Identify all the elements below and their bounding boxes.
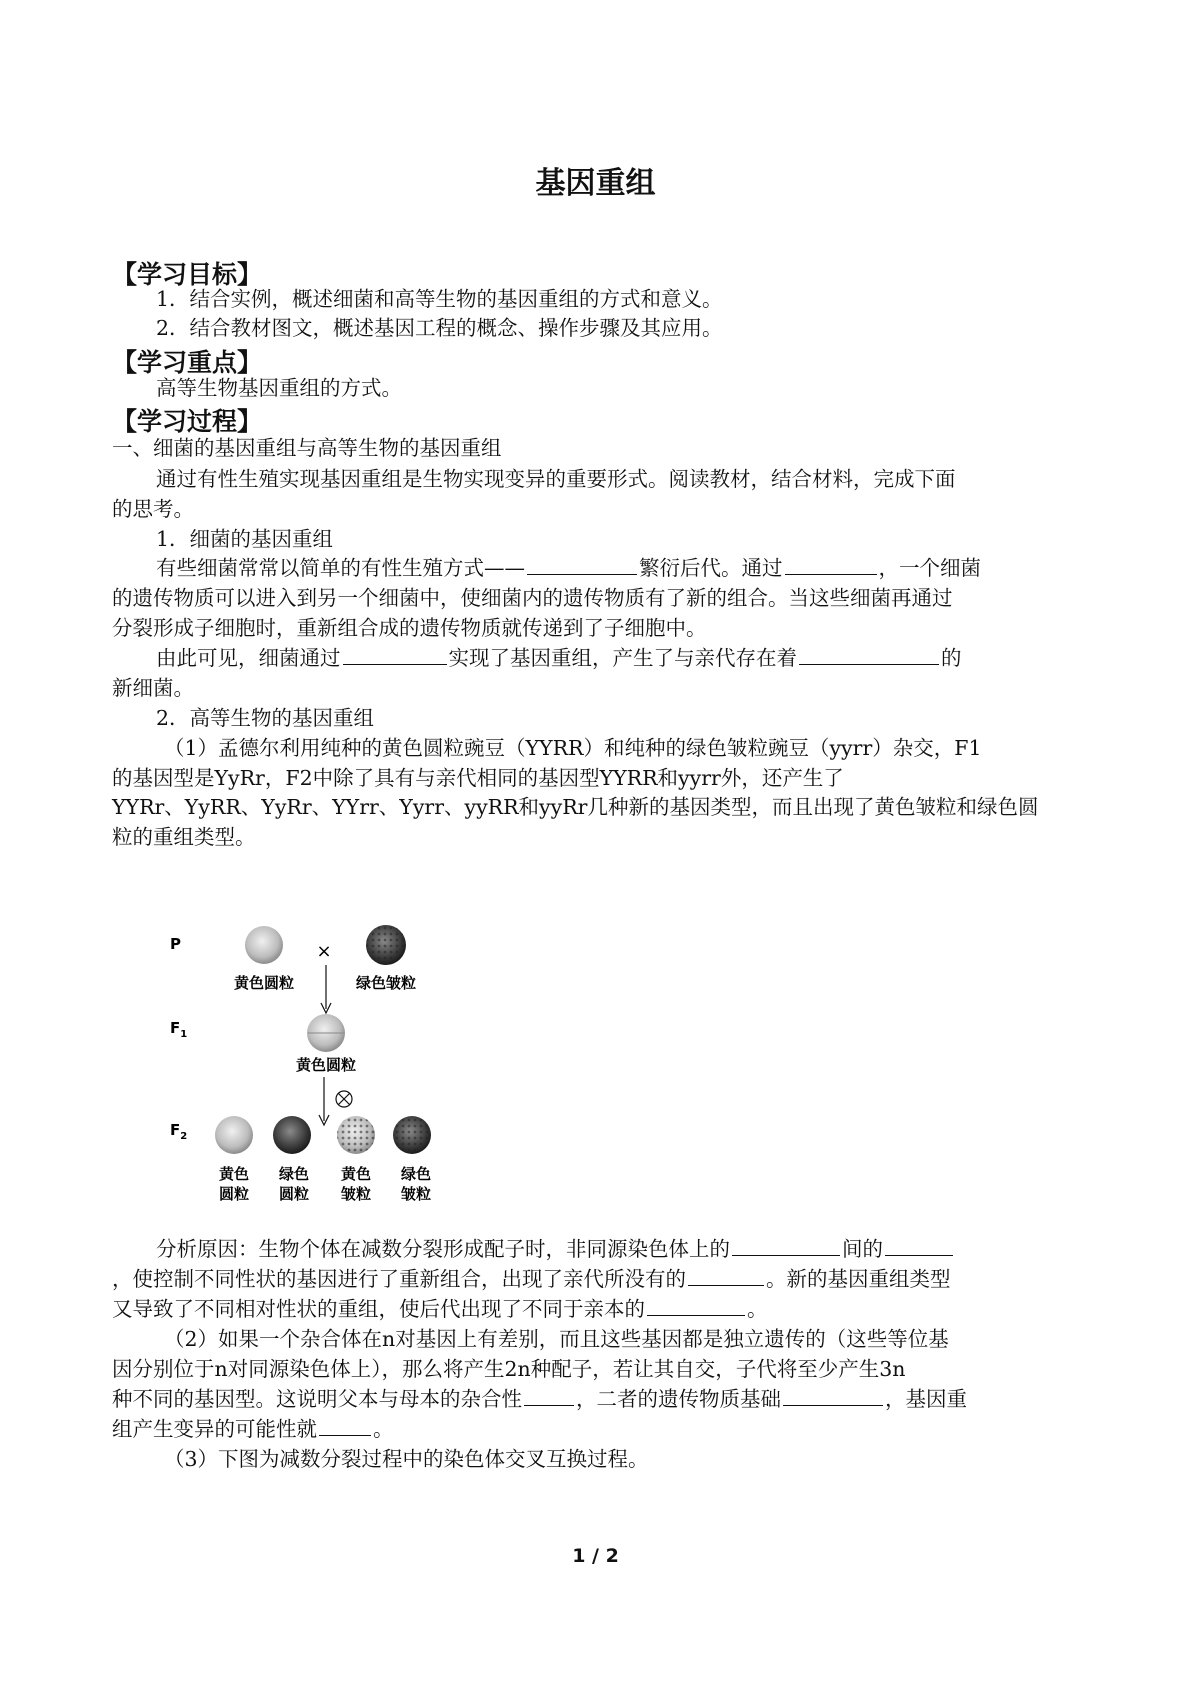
answer-blank[interactable] <box>524 1387 574 1406</box>
pea-label: 黄色圆粒 <box>233 974 295 992</box>
answer-blank[interactable] <box>527 556 637 575</box>
paragraph-line: 的思考。 <box>112 497 194 521</box>
pea-label: 皱粒 <box>340 1185 372 1203</box>
pea-label: 圆粒 <box>218 1185 250 1203</box>
paragraph-line: 由此可见，细菌通过 实现了基因重组，产生了与亲代存在着 的 <box>156 646 962 670</box>
answer-blank[interactable] <box>783 1387 883 1406</box>
pea-green-round <box>273 1116 311 1154</box>
pea-yellow-round <box>245 926 283 964</box>
answer-blank[interactable] <box>885 1237 953 1256</box>
page-title: 基因重组 <box>535 166 656 201</box>
page-number: 1 / 2 <box>572 1545 619 1567</box>
gen-label-f1: $F_1$ <box>170 1019 188 1040</box>
paragraph-line: 又导致了不同相对性状的重组，使后代出现了不同于亲本的 。 <box>112 1297 768 1321</box>
paragraph-line: 组产生变异的可能性就 。 <box>112 1417 394 1441</box>
paragraph-line: 的基因型是YyRr，F2中除了具有与亲代相同的基因型YYRR和yyrr外，还产生了 <box>112 766 844 790</box>
answer-blank[interactable] <box>688 1267 764 1286</box>
paragraph-line: YYRr、YyRR、YyRr、YYrr、Yyrr、yyRR和yyRr几种新的基因类型，而且出现了黄色皱粒和绿色圆 <box>112 795 1039 819</box>
paragraph-line: 分裂形成子细胞时，重新组合成的遗传物质就传递到了子细胞中。 <box>112 616 707 640</box>
paragraph-line: （1）孟德尔利用纯种的黄色圆粒豌豆（YYRR）和纯种的绿色皱粒豌豆（yyrr）杂交，F1 <box>164 736 982 760</box>
pea-cross-figure <box>160 925 480 1225</box>
answer-blank[interactable] <box>732 1237 840 1256</box>
gen-label-f2: $F_2$ <box>170 1121 188 1142</box>
answer-blank[interactable] <box>343 646 447 665</box>
paragraph-line: 有些细菌常常以简单的有性生殖方式—— 繁衍后代。通过 ，一个细菌 <box>156 556 981 580</box>
sub2-title: 2．高等生物的基因重组 <box>156 706 375 730</box>
pea-label: 绿色 <box>400 1165 432 1183</box>
pea-yellow-round <box>215 1116 253 1154</box>
paragraph-line: 通过有性生殖实现基因重组是生物实现变异的重要形式。阅读教材，结合材料，完成下面 <box>156 467 956 491</box>
cross-symbol: × <box>316 941 332 962</box>
goal-item: 1．结合实例，概述细菌和高等生物的基因重组的方式和意义。 <box>156 287 723 311</box>
paragraph-line: 新细菌。 <box>112 676 194 700</box>
paragraph-line: （3）下图为减数分裂过程中的染色体交叉互换过程。 <box>164 1447 649 1471</box>
heading-focus: 【学习重点】 <box>112 348 263 377</box>
pea-label: 绿色皱粒 <box>355 974 417 992</box>
pea-texture <box>393 1116 431 1154</box>
focus-text: 高等生物基因重组的方式。 <box>156 376 402 400</box>
paragraph-line: （2）如果一个杂合体在n对基因上有差别，而且这些基因都是独立遗传的（这些等位基 <box>164 1327 949 1351</box>
pea-label: 圆粒 <box>278 1185 310 1203</box>
part1-title: 一、细菌的基因重组与高等生物的基因重组 <box>112 436 502 460</box>
paragraph-line: 的遗传物质可以进入到另一个细菌中，使细菌内的遗传物质有了新的组合。当这些细菌再通过 <box>112 586 953 610</box>
pea-label: 黄色圆粒 <box>295 1056 357 1074</box>
pea-label: 绿色 <box>278 1165 310 1183</box>
pea-texture <box>366 925 406 965</box>
answer-blank[interactable] <box>647 1297 745 1316</box>
answer-blank[interactable] <box>785 556 877 575</box>
sub1-title: 1．细菌的基因重组 <box>156 527 334 551</box>
pea-label: 黄色 <box>218 1165 250 1183</box>
paragraph-line: 分析原因：生物个体在减数分裂形成配子时，非同源染色体上的 间的 <box>112 1237 1136 1261</box>
pea-texture <box>337 1116 375 1154</box>
pea-label: 黄色 <box>340 1165 372 1183</box>
answer-blank[interactable] <box>319 1417 371 1436</box>
paragraph-line: ，使控制不同性状的基因进行了重新组合，出现了亲代所没有的 。新的基因重组类型 <box>112 1267 951 1291</box>
answer-blank[interactable] <box>799 646 939 665</box>
gen-label-p: P <box>170 935 181 953</box>
paragraph-line: 粒的重组类型。 <box>112 825 256 849</box>
goal-item: 2．结合教材图文，概述基因工程的概念、操作步骤及其应用。 <box>156 316 723 340</box>
paragraph-line: 因分别位于n对同源染色体上），那么将产生2n种配子，若让其自交，子代将至少产生3n <box>112 1357 906 1381</box>
paragraph-line: 种不同的基因型。这说明父本与母本的杂合性 ，二者的遗传物质基础 ，基因重 <box>112 1387 967 1411</box>
pea-label: 皱粒 <box>400 1185 432 1203</box>
heading-goals: 【学习目标】 <box>112 260 263 289</box>
heading-process: 【学习过程】 <box>112 407 263 436</box>
